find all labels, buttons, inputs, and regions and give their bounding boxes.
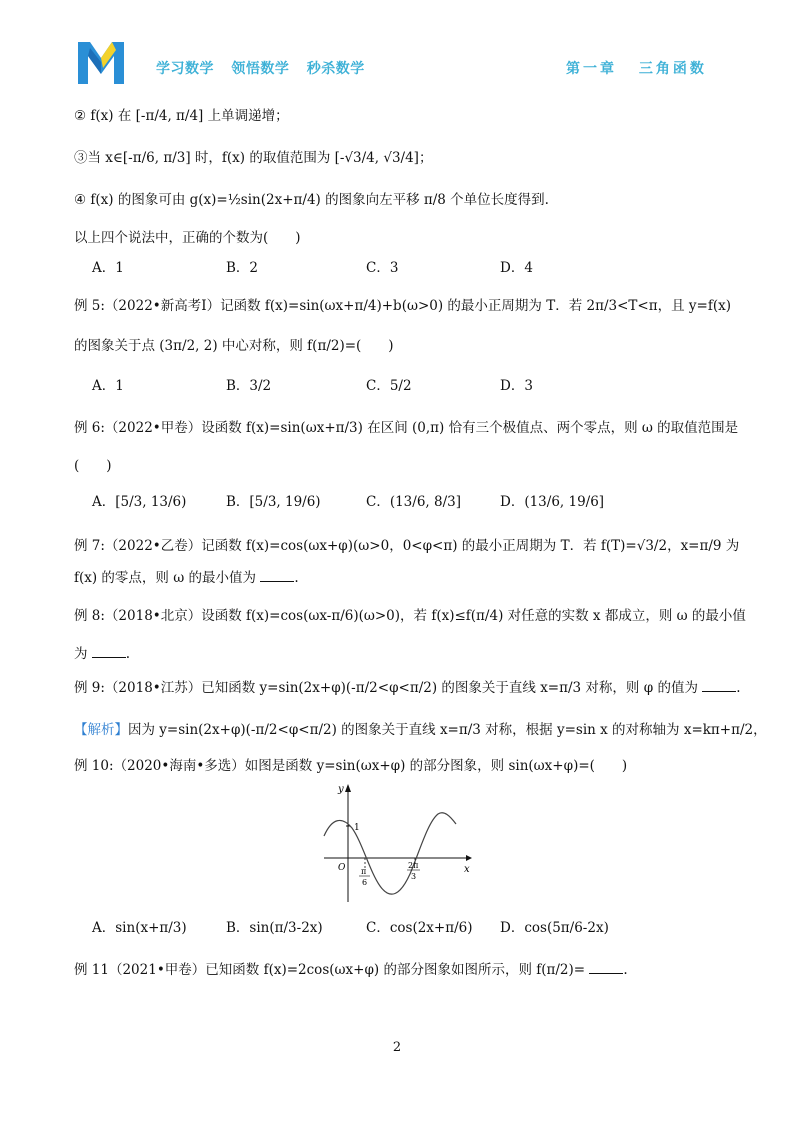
example-8-text: 为 [74, 646, 88, 662]
y-axis-arrow [345, 784, 351, 792]
header-slogans [156, 58, 377, 78]
sine-graph [318, 780, 478, 910]
ex6-option-c: C．(13/6, 8/3] [366, 494, 461, 510]
ex10-option-b: B．sin(π/3-2x) [226, 920, 323, 936]
example-9-text: 例 9:（2018•江苏）已知函数 y=sin(2x+φ)(-π/2<φ<π/2) 的图象关于直线 x=π/3 对称，则 φ 的值为 [74, 680, 698, 696]
example-11: 例 11（2021•甲卷）已知函数 f(x)=2cos(ωx+φ) 的部分图象如图所示，则 f(π/2)= . [74, 962, 628, 978]
statement-3: ③当 x∈[-π/6, π/3] 时，f(x) 的取值范围为 [-√3/4, √3/4]； [74, 150, 433, 166]
q4-option-c: C．3 [366, 260, 399, 276]
page-number: 2 [392, 1040, 402, 1055]
slogan-2: 领悟数学 [231, 61, 290, 77]
origin-label: O [338, 863, 346, 873]
example-6-line-1: 例 6:（2022•甲卷）设函数 f(x)=sin(ωx+π/3) 在区间 (0,π) 恰有三个极值点、两个零点，则 ω 的取值范围是 [74, 420, 739, 436]
example-5-line-2: 的图象关于点 (3π/2, 2) 中心对称，则 f(π/2)=( ) [74, 338, 394, 354]
sine-curve [324, 813, 456, 894]
ex5-option-d: D．3 [500, 378, 533, 394]
example-7-line-1: 例 7:（2022•乙卷）记函数 f(x)=cos(ωx+φ)(ω>0，0<φ<π) 的最小正周期为 T．若 f(T)=√3/2，x=π/9 为 [74, 538, 740, 554]
answer-blank [589, 961, 623, 974]
chapter-number: 第一章 [566, 61, 617, 77]
q4-option-a: A．1 [92, 260, 124, 276]
ex6-option-b: B．[5/3, 19/6) [226, 494, 321, 510]
slogan-1: 学习数学 [156, 61, 214, 77]
statement-2: ② f(x) 在 [-π/4, π/4] 上单调递增； [74, 108, 289, 124]
example-5-line-1: 例 5:（2022•新高考Ⅰ）记函数 f(x)=sin(ωx+π/4)+b(ω>0) 的最小正周期为 T．若 2π/3<T<π，且 y=f(x) [74, 298, 731, 314]
chapter-title: 三角函数 [638, 61, 707, 77]
header-chapter [566, 58, 721, 78]
ex10-option-a: A．sin(x+π/3) [92, 920, 187, 936]
q4-option-d: D．4 [500, 260, 533, 276]
ex6-option-a: A．[5/3, 13/6) [92, 494, 187, 510]
x-axis-label: x [464, 864, 470, 875]
example-7-line-2: f(x) 的零点，则 ω 的最小值为 . [74, 570, 299, 586]
ex5-option-b: B．3/2 [226, 378, 272, 394]
example-11-text: 例 11（2021•甲卷）已知函数 f(x)=2cos(ωx+φ) 的部分图象如图所示，则 f(π/2)= [74, 962, 586, 978]
y-one-label: 1 [354, 823, 360, 833]
answer-blank [702, 679, 736, 692]
tick-2pi3-den: 3 [411, 872, 417, 881]
example-10: 例 10:（2020•海南•多选）如图是函数 y=sin(ωx+φ) 的部分图象，则 sin(ωx+φ)=( ) [74, 758, 628, 774]
example-6-line-2: ( ) [74, 458, 112, 474]
example-7-text: f(x) 的零点，则 ω 的最小值为 [74, 570, 257, 586]
ex6-option-d: D．(13/6, 19/6] [500, 494, 605, 510]
answer-blank [92, 645, 126, 658]
page-header [0, 0, 794, 100]
tick-pi6-den: 6 [362, 878, 368, 887]
tick-pi6-num: π [361, 867, 367, 876]
answer-blank [260, 569, 294, 582]
analysis-tag: 【解析】 [74, 722, 128, 738]
question-prompt: 以上四个说法中，正确的个数为( ) [74, 230, 301, 246]
ex5-option-c: C．5/2 [366, 378, 412, 394]
statement-4: ④ f(x) 的图象可由 g(x)=½sin(2x+π/4) 的图象向左平移 π/8 个单位长度得到. [74, 192, 549, 208]
y-axis-label: y [338, 784, 344, 795]
ex10-option-c: C．cos(2x+π/6) [366, 920, 473, 936]
ex10-option-d: D．cos(5π/6-2x) [500, 920, 609, 936]
q4-option-b: B．2 [226, 260, 259, 276]
x-axis-arrow [466, 855, 472, 861]
analysis-line [74, 720, 767, 740]
example-9: 例 9:（2018•江苏）已知函数 y=sin(2x+φ)(-π/2<φ<π/2) 的图象关于直线 x=π/3 对称，则 φ 的值为 . [74, 680, 741, 696]
analysis-text: 因为 y=sin(2x+φ)(-π/2<φ<π/2) 的图象关于直线 x=π/3 对称，根据 y=sin x 的对称轴为 x=kπ+π/2， [128, 722, 767, 738]
example-8-line-1: 例 8:（2018•北京）设函数 f(x)=cos(ωx-π/6)(ω>0)，若 f(x)≤f(π/4) 对任意的实数 x 都成立，则 ω 的最小值 [74, 608, 746, 624]
tick-2pi3-num: 2π [408, 861, 419, 870]
slogan-3: 秒杀数学 [306, 61, 365, 77]
ex5-option-a: A．1 [92, 378, 124, 394]
example-8-line-2: 为 . [74, 646, 131, 662]
logo-icon [76, 40, 126, 84]
